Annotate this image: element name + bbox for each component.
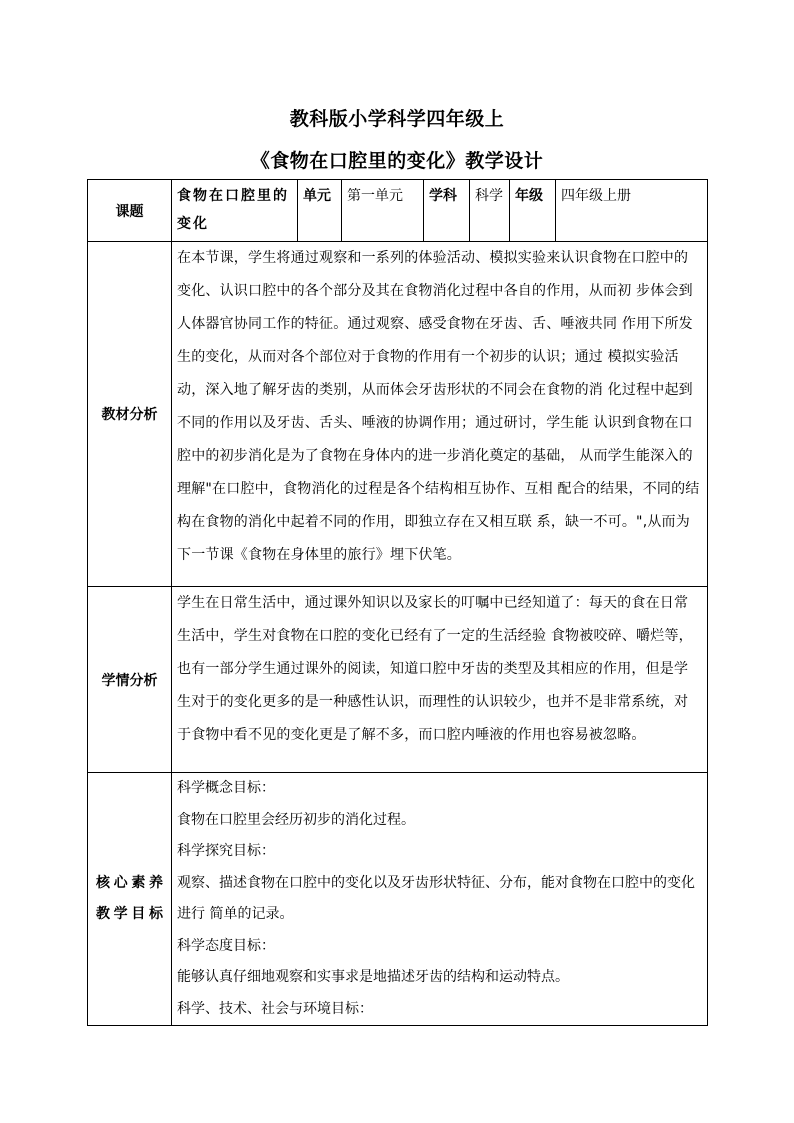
subject-value: 科学 [470, 180, 510, 242]
core-objectives-content [172, 773, 708, 1026]
header-row [88, 180, 708, 242]
doc-title-line1: 教科版小学科学四年级上 [289, 108, 505, 130]
objective-line: 食物在口腔里会经历初步的消化过程。 [177, 811, 415, 828]
objective-line: 科学、技术、社会与环境目标： [177, 1000, 373, 1017]
grade-label: 年级 [510, 180, 556, 242]
objective-line: 能够认真仔细地观察和实事求是地描述牙齿的结构和运动特点。 [177, 969, 569, 985]
student-analysis-text: 学生在日常生活中，通过课外知识以及家长的叮嘱中已经知道了：每天的食在日常生活中，学生对食物在口腔的变化已经有了一定的生活经验 食物被咬碎、嚼烂等，也有一部分学生通过课外的阅读，知道口腔中牙齿的类型及其相应的作用，但是学生对于的变化更多的是一种感性认识，而理性的认识较少，也并不是非常系统，对于食物中看不见的变化更是了解不多，而口腔内唾液的作用也容易被忽略。 [172, 587, 708, 773]
objective-line: 观察、描述食物在口腔中的变化以及牙齿形状特征、分布，能对食物在口腔中的变化进行 简单的记录。 [177, 874, 695, 922]
topic-value: 食物在口腔里的变化 [172, 180, 298, 242]
student-analysis-label: 学情分析 [88, 587, 172, 773]
student-analysis-row [88, 587, 708, 773]
unit-value: 第一单元 [342, 180, 424, 242]
topic-label: 课题 [88, 180, 172, 242]
doc-title-line2: 《食物在口腔里的变化》教学设计 [250, 150, 544, 172]
material-analysis-row [88, 242, 708, 587]
core-objectives-row [88, 773, 708, 1026]
material-analysis-label: 教材分析 [88, 242, 172, 587]
material-analysis-text: 在本节课，学生将通过观察和一系列的体验活动、模拟实验来认识食物在口腔中的变化、认识口腔中的各个部分及其在食物消化过程中各自的作用，从而初 步体会到人体器官协同工作的特征。通过观察、感受食物在牙齿、舌、唾液共同 作用下所发生的变化，从而对各个部位对于食物的作用有一个初步的认识；通过 模拟实验活动，深入地了解牙齿的类别，从而体会牙齿形状的不同会在食物的消 化过程中起到不同的作用以及牙齿、舌头、唾液的协调作用；通过研讨，学生能 认识到食物在口腔中的初步消化是为了食物在身体内的进一步消化奠定的基础， 从而学生能深入的理解"在口腔中，食物消化的过程是各个结构相互协作、互相 配合的结果，不同的结构在食物的消化中起着不同的作用，即独立存在又相互联 系，缺一不可。",从而为下一节课《食物在身体里的旅行》埋下伏笔。 [172, 242, 708, 587]
lesson-plan-table [87, 179, 708, 1026]
core-objectives-label-line2: 教学目标 [96, 906, 163, 922]
grade-value: 四年级上册 [556, 180, 708, 242]
objective-line: 科学探究目标： [177, 843, 275, 859]
objective-line: 科学概念目标： [177, 780, 275, 796]
core-objectives-label-line1: 核心素养 [96, 875, 163, 891]
subject-label: 学科 [424, 180, 470, 242]
core-objectives-label [88, 773, 172, 1026]
objective-line: 科学态度目标： [177, 937, 275, 954]
unit-label: 单元 [298, 180, 342, 242]
